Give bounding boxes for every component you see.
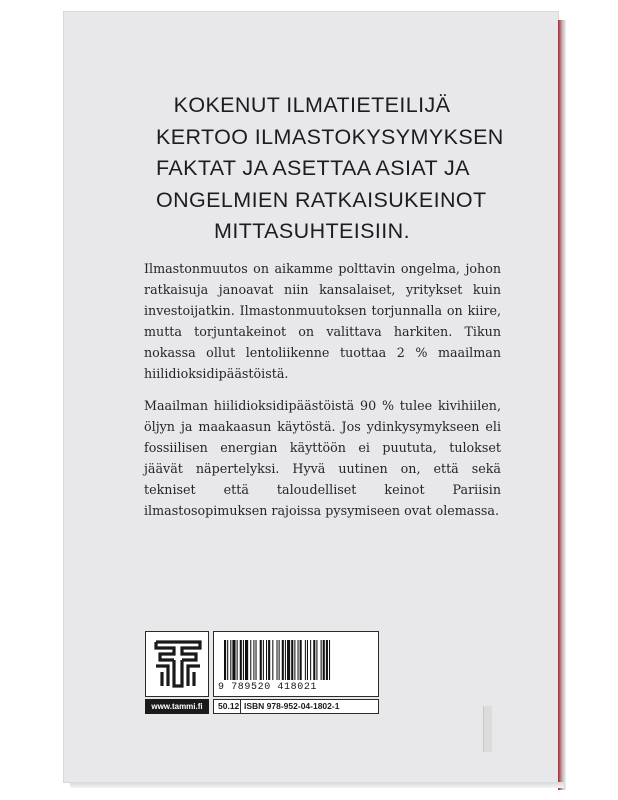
- blurb-text: [144, 258, 501, 532]
- publisher-logo: [145, 631, 209, 697]
- ean-number: 9 789520 418021: [218, 682, 318, 693]
- book-spine-edge: [558, 20, 566, 790]
- headline-line: ONGELMIEN RATKAISUKEINOT: [156, 187, 487, 212]
- cover-headline: [156, 90, 504, 248]
- isbn-barcode: [213, 631, 379, 697]
- headline-line: KERTOO ILMASTOKYSYMYKSEN: [156, 124, 504, 149]
- classification-code: 50.12: [218, 701, 240, 711]
- headline-line: FAKTAT JA ASETTAA ASIAT JA: [156, 156, 470, 180]
- isbn-label-bar: [213, 699, 379, 714]
- book-bottom-edge: [70, 782, 564, 788]
- barcode-bars: [224, 640, 370, 682]
- blurb-paragraph-2: Maailman hiilidioksidipäästöistä 90 % tulee kivihiilen, öljyn ja maakaasun käytöstä. Jos ydinkysymykseen eli fossiilisen energian käyttöön ei puututa, tulokset jäävät näpertelyksi. Hyvä uutinen on, että sekä tekniset että taloudelliset keinot Pariisin ilmastosopimuksen rajoissa pysymiseen ovat olemassa.: [144, 398, 501, 518]
- blurb-paragraph-1: Ilmastonmuutos on aikamme polttavin ongelma, johon ratkaisuja janoavat niin kansalaiset, yritykset kuin investoijatkin. Ilmastonmuutoksen torjunnalla on kiire, mutta torjuntakeinot on valittava harkiten. Tikun nokassa ollut lentoliikenne tuottaa 2 % maailman hiilidioksidipäästöistä.: [144, 261, 501, 381]
- isbn-text: ISBN 978-952-04-1802-1: [244, 701, 340, 711]
- tammi-logo-icon: [152, 638, 204, 690]
- publisher-url: www.tammi.fi: [145, 699, 209, 714]
- headline-line: MITTASUHTEISIIN.: [214, 219, 410, 243]
- price-sticker: [483, 706, 492, 752]
- headline-line: KOKENUT ILMATIETEILIJÄ: [173, 93, 451, 117]
